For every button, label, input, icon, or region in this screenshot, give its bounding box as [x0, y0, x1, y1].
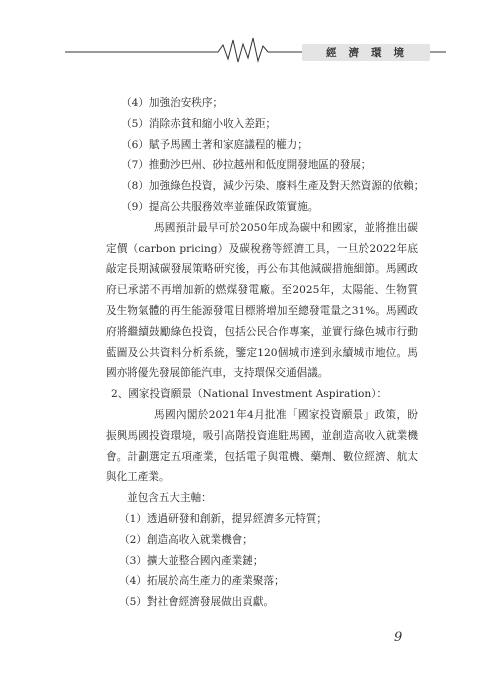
list-item: （4）加強治安秩序；: [121, 97, 224, 109]
list-item: （5）對社會經濟發展做出貢獻。: [119, 596, 275, 609]
section-heading: 2、國家投資願景（National Investment Aspiration）：: [111, 388, 388, 401]
list-item: （3）擴大並整合國內產業鏈；: [119, 554, 264, 567]
page-number: 9: [394, 630, 403, 645]
page-header: [0, 0, 480, 64]
list-item: （2）創造高收入就業機會；: [119, 533, 253, 546]
list-item: （5）消除赤貧和縮小收入差距；: [121, 117, 277, 130]
list-item: （7）推動沙巴州、砂拉越州和低度開發地區的發展；: [121, 159, 372, 172]
paragraph-carbon-neutral: 馬國預計最早可於2050年成為碳中和國家，並將推出碳定價（carbon pricing）及碳稅務等經濟工具，一旦於2022年底敲定長期減碳發展策略研究後，再公布其他減碳措施細節。馬國政府已承諾不再增加新的燃煤發電廠。至2025年，太陽能、生物質及生物氣體的再生能源發電目標將增加至總發電量之31%。馬國政府將繼續鼓勵綠色投資，包括公民合作專案，並實行綠色城市行動藍圖及公共資料分析系統，鑒定120個城市達到永續城市地位。馬國亦將優先發展節能汽車，支持環保交通倡議。: [106, 221, 418, 380]
list-intro: 並包含五大主軸：: [127, 492, 212, 505]
list-item: （4）拓展於高生產力的產業聚落；: [119, 575, 285, 588]
list-item: （6）賦予馬國土著和家庭議程的權力；: [121, 138, 308, 151]
page-body: [78, 93, 425, 613]
list-item: （9）提高公共服務效率並確保政策實施。: [121, 200, 319, 213]
list-item: （1）透過研發和創新，提昇經濟多元特質；: [119, 512, 328, 525]
header-section-title: 經濟環境: [302, 44, 430, 61]
paragraph-investment-aspiration: 馬國內閣於2021年4月批准「國家投資願景」政策，盼振興馬國投資環境，吸引高階投資進駐馬國，並創造高收入就業機會。計劃選定五項產業，包括電子與電機、藥劑、數位經濟、航太與化工產業。: [106, 408, 418, 484]
list-item: （8）加強綠色投資，減少污染、廢料生產及對天然資源的依賴；: [121, 180, 425, 193]
